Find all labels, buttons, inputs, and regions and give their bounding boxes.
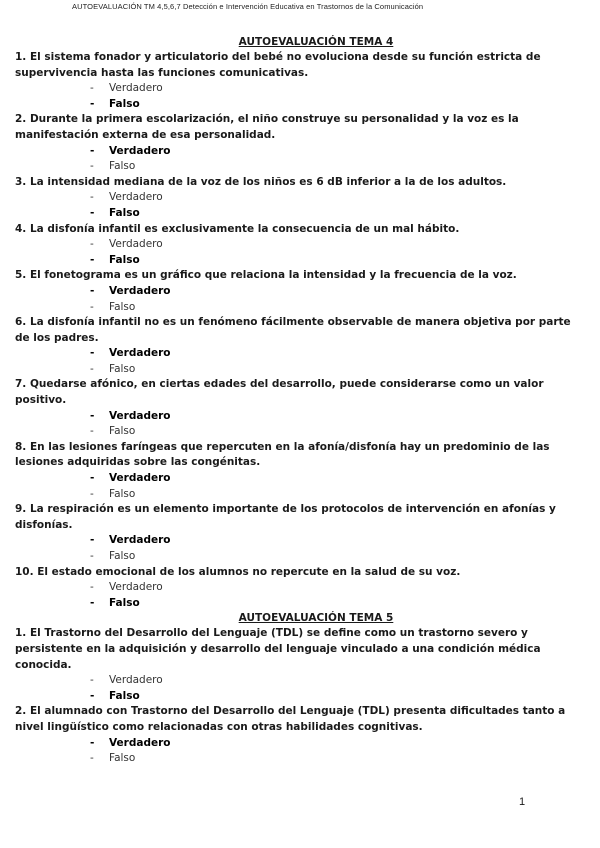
question-text: 9. La respiración es un elemento importante de los protocolos de intervención en afonías y disfonías.: [15, 503, 556, 531]
question-block: [15, 626, 587, 704]
question-text: 8. En las lesiones faríngeas que repercuten en la afonía/disfonía hay un predominio de las lesiones adquiridas sobre las congénitas.: [15, 440, 550, 469]
question-text: 4. La disfonía infantil es exclusivamente la consecuencia de un mal hábito.: [15, 222, 460, 235]
question-block: [15, 565, 587, 612]
answer-option-selected: - Verdadero: [90, 736, 587, 752]
question-block: [15, 502, 587, 564]
question-text: 7. Quedarse afónico, en ciertas edades del desarrollo, puede considerarse como un valor positivo.: [15, 378, 544, 407]
answer-options: [15, 580, 587, 611]
question-text: 2. Durante la primera escolarización, el niño construye su personalidad y la voz es la manifestación externa de esa personalidad.: [15, 113, 519, 141]
answer-option: - Verdadero: [90, 81, 587, 97]
answer-options: [15, 673, 587, 704]
question-block: [15, 440, 587, 502]
question-text: 2. El alumnado con Trastorno del Desarrollo del Lenguaje (TDL) presenta dificultades tanto a nivel lingüístico como relacionadas con otras habilidades cognitivas.: [15, 705, 566, 733]
answer-option: - Falso: [90, 159, 587, 175]
answer-options: [15, 736, 587, 767]
answer-option-selected: - Falso: [90, 253, 587, 269]
question-block: [15, 377, 587, 439]
question-block: [15, 175, 587, 222]
answer-option-selected: - Verdadero: [90, 144, 587, 160]
answer-option: - Falso: [90, 549, 587, 565]
question-block: [15, 268, 587, 315]
question-block: [15, 50, 587, 112]
answer-option: - Verdadero: [90, 237, 587, 253]
answer-option: - Falso: [90, 487, 587, 503]
document-body: [15, 35, 587, 767]
answer-options: [15, 144, 587, 175]
answer-option-selected: - Falso: [90, 689, 587, 705]
question-block: [15, 112, 587, 174]
answer-option-selected: - Verdadero: [90, 346, 587, 362]
section-title: AUTOEVALUACIÓN TEMA 4: [238, 36, 394, 48]
answer-option: - Verdadero: [90, 673, 587, 689]
answer-option-selected: - Falso: [90, 97, 587, 113]
answer-options: [15, 471, 587, 502]
answer-option: - Verdadero: [90, 190, 587, 206]
question-text: 6. La disfonía infantil no es un fenómeno fácilmente observable de manera objetiva por parte de los padres.: [15, 316, 571, 344]
question-text: 1. El sistema fonador y articulatorio del bebé no evoluciona desde su función estricta de supervivencia hasta las funciones comunicativas.: [15, 51, 541, 79]
answer-options: [15, 533, 587, 564]
answer-option: - Falso: [90, 751, 587, 767]
answer-option-selected: - Verdadero: [90, 284, 587, 300]
question-text: 1. El Trastorno del Desarrollo del Lenguaje (TDL) se define como un trastorno severo y persistente en la adquisición y desarrollo del lenguaje vinculado a una condición médica conocida.: [15, 627, 541, 671]
answer-option: - Falso: [90, 300, 587, 316]
answer-options: [15, 237, 587, 268]
answer-option: - Falso: [90, 424, 587, 440]
answer-option-selected: - Falso: [90, 596, 587, 612]
answer-option: - Verdadero: [90, 580, 587, 596]
answer-option-selected: - Verdadero: [90, 409, 587, 425]
question-block: [15, 315, 587, 377]
question-block: [15, 222, 587, 269]
page-number: 1: [519, 796, 526, 808]
answer-option-selected: - Verdadero: [90, 471, 587, 487]
answer-options: [15, 81, 587, 112]
answer-option-selected: - Falso: [90, 206, 587, 222]
section-title: AUTOEVALUACIÓN TEMA 5: [238, 612, 394, 625]
question-text: 3. La intensidad mediana de la voz de los niños es 6 dB inferior a la de los adultos.: [15, 175, 507, 188]
answer-option: - Falso: [90, 362, 587, 378]
answer-options: [15, 190, 587, 221]
answer-options: [15, 409, 587, 440]
answer-options: [15, 284, 587, 315]
answer-options: [15, 346, 587, 377]
question-block: [15, 704, 587, 766]
question-text: 5. El fonetograma es un gráfico que relaciona la intensidad y la frecuencia de la voz.: [15, 269, 517, 282]
answer-option-selected: - Verdadero: [90, 533, 587, 549]
question-text: 10. El estado emocional de los alumnos no repercute en la salud de su voz.: [15, 565, 461, 578]
running-header: AUTOEVALUACIÓN TM 4,5,6,7 Detección e Intervención Educativa en Trastornos de la Comunicación: [72, 2, 424, 11]
